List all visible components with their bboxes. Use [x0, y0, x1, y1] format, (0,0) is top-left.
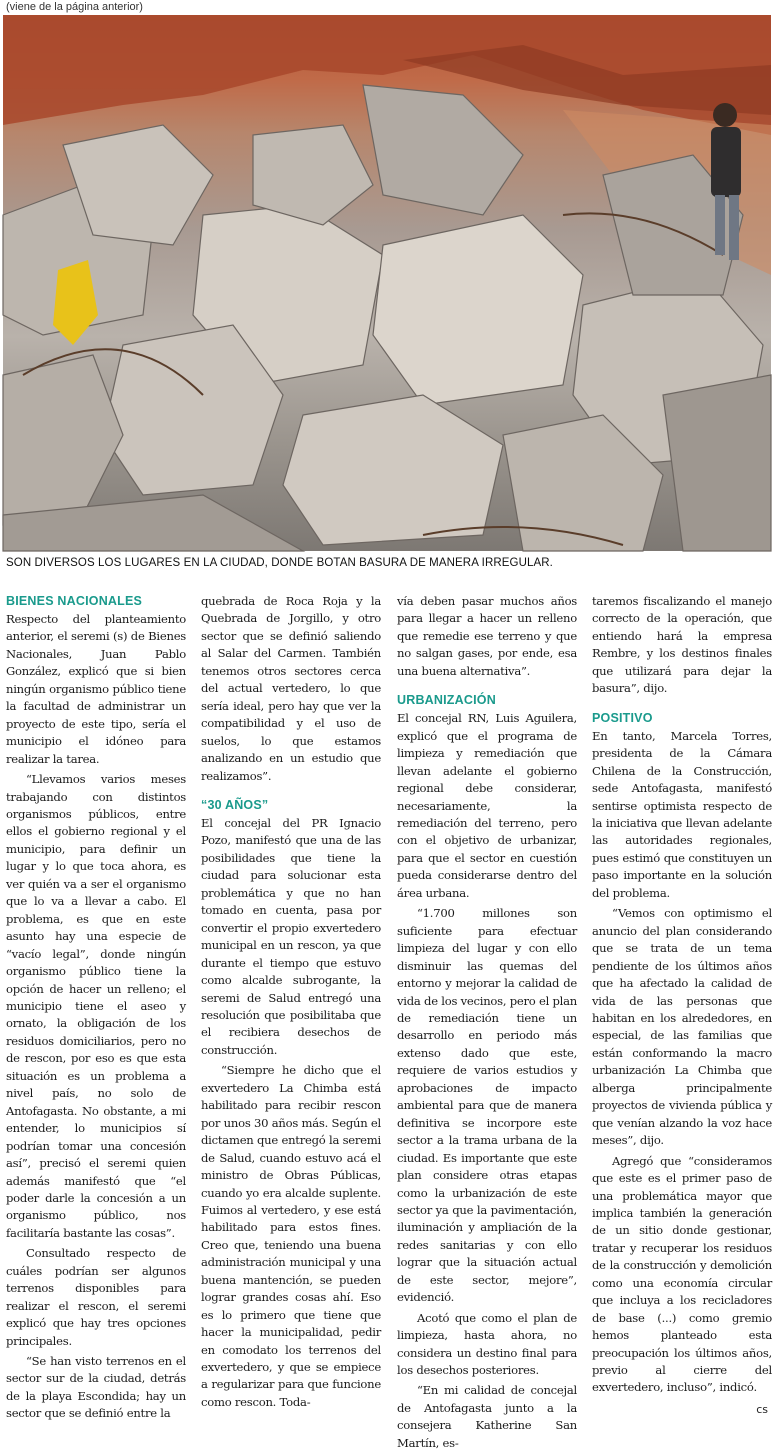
- paragraph: Agregó que “consideramos que este es el primer paso de una problemática mayor que implica también la generación de un sitio donde gestionar, tratar y recuperar los residuos de la construcción y demolición como una economía circular que incluya a los recicladores de base (...) como gremio hemos planteado esta preocupación los últimos años, previo al cierre del exvertedero, incluso”, indicó.: [592, 1153, 772, 1395]
- photo-caption: SON DIVERSOS LOS LUGARES EN LA CIUDAD, DONDE BOTAN BASURA DE MANERA IRREGULAR.: [6, 557, 553, 569]
- paragraph: vía deben pasar muchos años para llegar a hacer un relleno que remedie ese terreno y que no salgan gases, por ende, esa una buena alternativa”.: [397, 594, 577, 678]
- paragraph: “Siempre he dicho que el exvertedero La Chimba está habilitado para recibir rescon por unos 30 años más. Según el dictamen que entregó la seremi de Salud, cuando estuvo acá el ministro de Obras Públicas, cuando yo era alcalde suplente. Fuimos al vertedero, y ese está habilitado para estos fines. Creo que, teniendo una buena administración municipal y una buena mantención, se pueden lograr grandes cosas ahí. Eso es lo primero que tiene que hacer la municipalidad, pedir en comodato los terrenos del exvertedero, y que se empiece a regularizar para que funcione como rescon. Toda-: [201, 1063, 381, 1409]
- article-column-4: [592, 593, 772, 1423]
- end-mark: cs: [756, 1403, 768, 1416]
- continued-note: (viene de la página anterior): [6, 1, 143, 13]
- rubble-illustration: [3, 15, 771, 551]
- paragraph: En tanto, Marcela Torres, presidenta de la Cámara Chilena de la Construcción, sede Antofagasta, manifestó sentirse optimista respecto de la iniciativa que llevan adelante las autoridades regionales, pues estimó que constituyen un paso importante en la solución del problema.: [592, 728, 772, 900]
- paragraph: El concejal RN, Luis Aguilera, explicó que el programa de limpieza y remediación que llevan adelante el gobierno regional debe considerar, necesariamente, la remediación del terreno, pero con el objetivo de urbanizar, para que el sector en cuestión pueda considerarse dentro del área urbana.: [397, 711, 577, 900]
- paragraph: “Vemos con optimismo el anuncio del plan considerando que se trata de un tema pendiente de los últimos años que ha afectado la calidad de vida de las personas que habitan en los alrededores, en especial, de las familias que están conformando la macro urbanización La Chimba que alberga principalmente proyectos de vivienda pública y que venían alzando la voz hace meses”, dijo.: [592, 906, 772, 1148]
- paragraph: Consultado respecto de cuáles podrían ser algunos terrenos disponibles para realizar el rescon, el seremi explicó que hay tres opciones principales.: [6, 1246, 186, 1348]
- section-heading-30-anos: “30 AÑOS”: [201, 797, 269, 812]
- article-column-3: [397, 593, 577, 1450]
- paragraph: “En mi calidad de concejal de Antofagasta junto a la consejera Katherine San Martín, es-: [397, 1383, 577, 1450]
- section-heading-positivo: POSITIVO: [592, 710, 653, 725]
- paragraph: “Llevamos varios meses trabajando con distintos organismos públicos, entre ellos el gobierno regional y el municipio, para definir un lugar y lo que toca ahora, es ver quién va a ser el organismo que lo va a llevar a cabo. El problema, es que en este asunto hay una especie de “vacío legal”, donde ningún organismo público tiene la opción de hacer un relleno; el municipio tiene el aseo y ornato, la obligación de los residuos domiciliarios, pero no de rescon, por eso es que esta situación es un problema a nivel país, no solo de Antofagasta. No obstante, a mi entender, lo municipios sí podrían tomar una concesión así”, precisó el seremi quien además manifestó que “el poder darle la concesión a un organismo público, nos facilitaría bastante las cosas”.: [6, 772, 186, 1240]
- paragraph: Respecto del planteamiento anterior, el seremi (s) de Bienes Nacionales, Juan Pablo González, explicó que si bien ningún organismo público tiene la facultad de administrar un proyecto de este tipo, sería el municipio el idóneo para realizar la tarea.: [6, 612, 186, 766]
- paragraph: Acotó que como el plan de limpieza, hasta ahora, no considera un destino final para los desechos posteriores.: [397, 1310, 577, 1378]
- paragraph: “Se han visto terrenos en el sector sur de la ciudad, detrás de la playa Escondida; hay un sector que se definió entre la: [6, 1354, 186, 1421]
- article-column-1: [6, 593, 186, 1423]
- paragraph: taremos fiscalizando el manejo correcto de la operación, que entiendo hará la empresa Rembre, y los destinos finales que utilizará para dejar la basura”, dijo.: [592, 594, 772, 696]
- section-heading-urbanizacion: URBANIZACIÓN: [397, 693, 496, 708]
- article-column-2: [201, 593, 381, 1423]
- section-heading-bienes-nacionales: BIENES NACIONALES: [6, 594, 143, 608]
- paragraph: “1.700 millones son suficiente para efectuar limpieza del lugar y con ello disminuir las quemas del entorno y mejorar la calidad de vida de los vecinos, pero el plan de remediación tiene un desarrollo en periodo más extenso dado que este, requiere de varios estudios y aprobaciones de impacto ambiental para que de manera definitiva se incorpore este sector a la trama urbana de la ciudad. Es importante que este plan considere otras etapas como la urbanización de este sector ya que la pavimentación, iluminación y ampliación de la redes sanitarias y con ello lograr que la situación actual de este sector, mejore”, evidenció.: [397, 906, 577, 1305]
- paragraph: quebrada de Roca Roja y la Quebrada de Jorgillo, y otro sector que se definió saliendo al Salar del Carmen. También tenemos otros sectores cerca del actual vertedero, lo que sería ideal, pero hay que ver la compatibilidad y el uso de suelos, lo que estamos analizando en un estudio que realizamos”.: [201, 594, 381, 783]
- rubble-photo: [3, 15, 771, 551]
- paragraph: El concejal del PR Ignacio Pozo, manifestó que una de las posibilidades que tiene la ciudad para solucionar esta problemática y que no han tomado en cuenta, pasa por convertir el propio exvertedero municipal en un rescon, ya que durante el tiempo que estuvo como alcalde subrogante, la seremi de Salud entregó una resolución que posibilitaba que el recibiera desechos de construcción.: [201, 815, 381, 1057]
